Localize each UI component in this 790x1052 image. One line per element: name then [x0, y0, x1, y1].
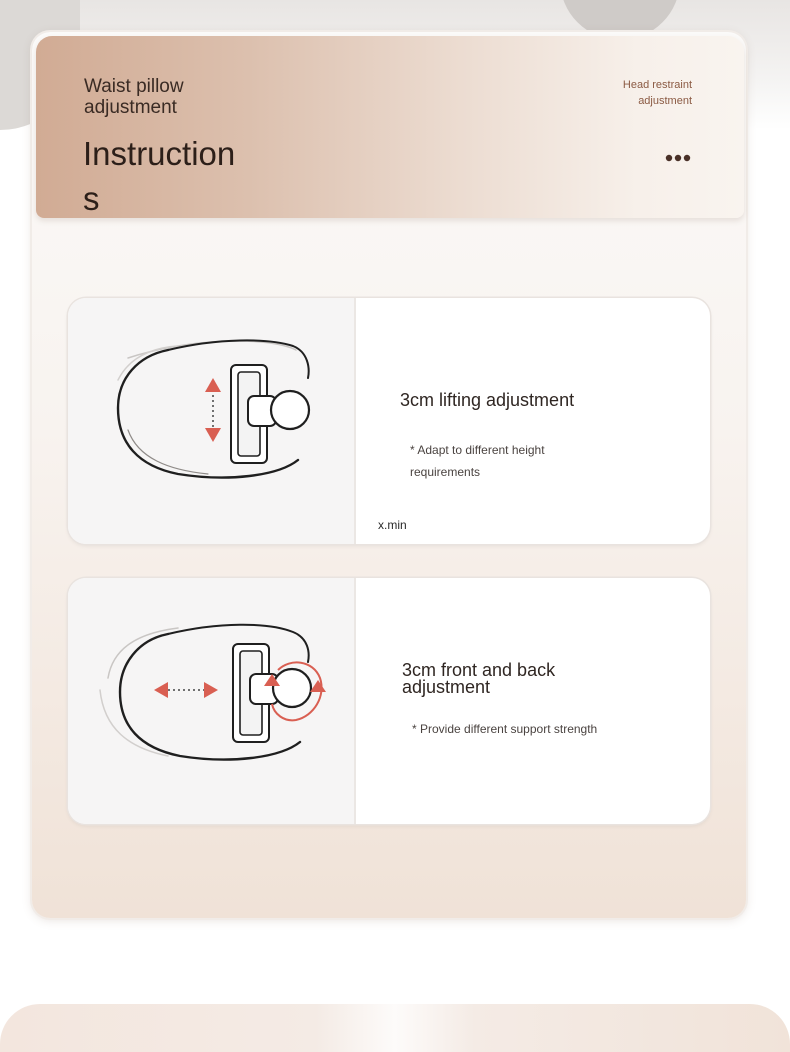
knob-mechanism: [231, 365, 309, 463]
watermark-text: x.min: [378, 518, 407, 532]
next-section-strip: [0, 1004, 790, 1052]
knob-mechanism: [233, 644, 311, 742]
card-note: * Adapt to different height requirements: [410, 443, 545, 479]
lifting-adjustment-card: [68, 298, 710, 544]
lifting-illustration: [68, 298, 356, 544]
card-title: 3cm front and back adjustment: [402, 660, 556, 697]
vertical-arrow-icon: [205, 378, 221, 442]
front-back-illustration: [68, 578, 356, 824]
card-note: * Provide different support strength: [412, 722, 598, 736]
more-dots-icon[interactable]: [664, 150, 692, 166]
page-title: Instructions: [83, 135, 236, 217]
head-restraint-link[interactable]: Head restraint adjustment: [622, 79, 692, 107]
front-back-adjustment-card: [68, 578, 710, 824]
card-title: 3cm lifting adjustment: [400, 390, 575, 410]
section-subtitle: Waist pillow adjustment: [84, 76, 184, 118]
horizontal-arrow-icon: [154, 682, 218, 698]
